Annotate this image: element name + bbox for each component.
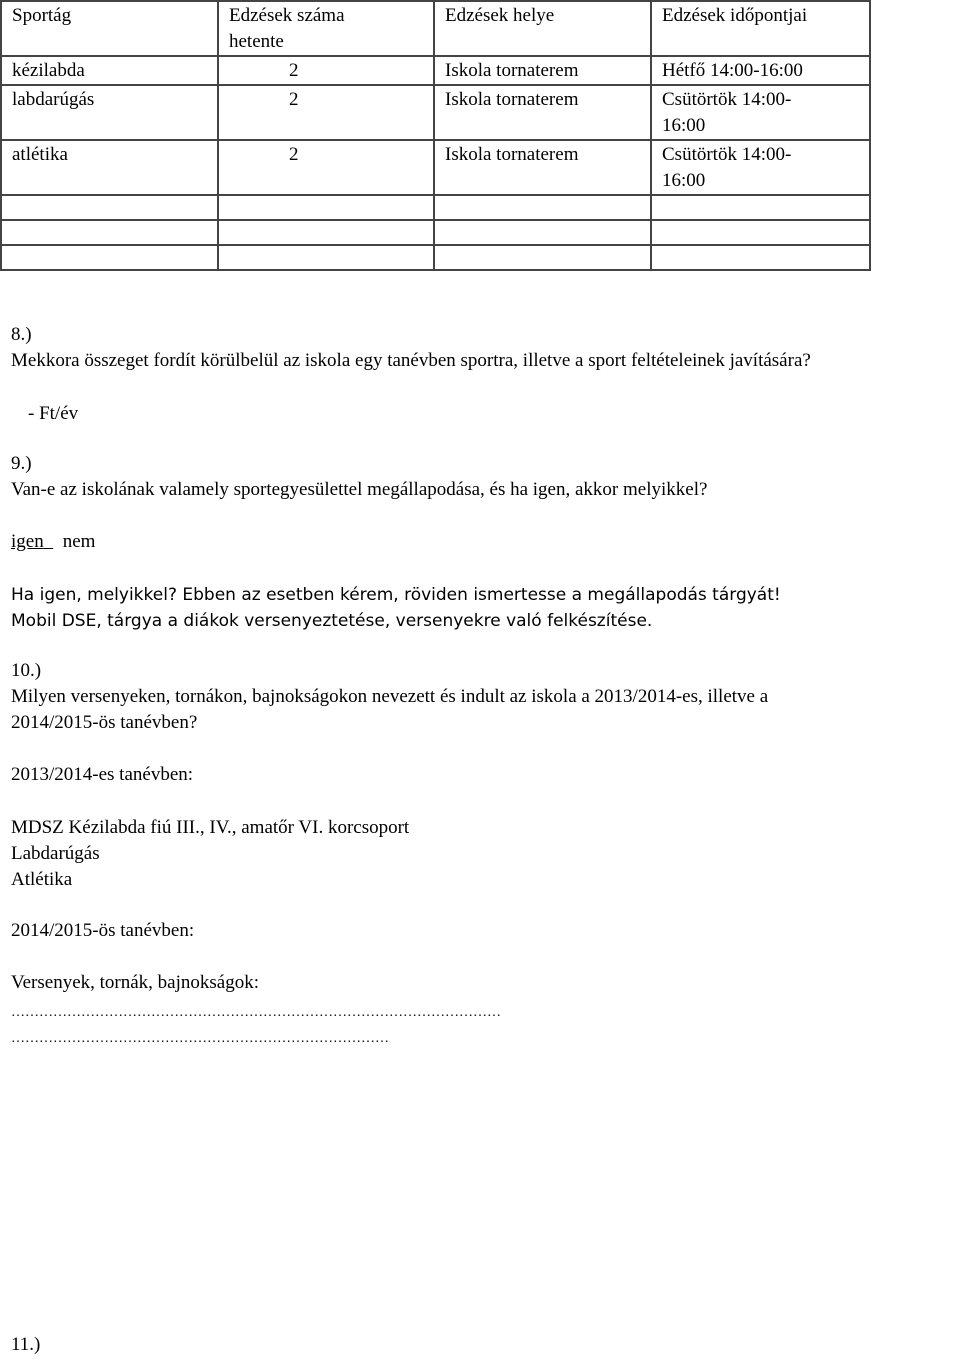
header-count-line2: hetente	[229, 31, 284, 52]
cell-count: 2	[218, 140, 434, 195]
cell-time-line2: 16:00	[662, 115, 706, 136]
q8-answer: - Ft/év	[28, 403, 79, 424]
table-row-empty	[1, 195, 870, 220]
empty-cell	[218, 195, 434, 220]
empty-cell	[218, 220, 434, 245]
header-place: Edzések helye	[434, 1, 651, 56]
empty-cell	[434, 220, 651, 245]
q10-year2-label: 2014/2015-ös tanévben:	[11, 920, 195, 941]
header-count	[218, 1, 434, 56]
cell-sport: kézilabda	[1, 56, 218, 85]
empty-cell	[434, 245, 651, 270]
q9-option-yes: igen	[11, 531, 44, 552]
q9-option-no: nem	[62, 531, 96, 552]
q10-dotted-line-2: ………………………………………………………………………	[11, 1031, 389, 1046]
header-time: Edzések időpontjai	[651, 1, 870, 56]
cell-count: 2	[218, 85, 434, 140]
cell-place: Iskola tornaterem	[434, 85, 651, 140]
q8-number: 8.)	[11, 324, 32, 345]
q10-competitions-label: Versenyek, tornák, bajnokságok:	[11, 972, 259, 993]
cell-sport: atlétika	[1, 140, 218, 195]
empty-cell	[651, 195, 870, 220]
empty-cell	[434, 195, 651, 220]
cell-time-line1: Csütörtök 14:00-	[662, 89, 792, 110]
empty-cell	[651, 220, 870, 245]
q10-question-line2: 2014/2015-ös tanévben?	[11, 712, 198, 733]
table-row-empty	[1, 245, 870, 270]
q9-answer: Mobil DSE, tárgya a diákok versenyeztetése, versenyekre való felkészítése.	[11, 611, 653, 631]
cell-place: Iskola tornaterem	[434, 140, 651, 195]
table-row	[1, 56, 870, 85]
table-row-empty	[1, 220, 870, 245]
q10-year1-item: Labdarúgás	[11, 843, 100, 864]
empty-cell	[1, 245, 218, 270]
empty-cell	[651, 245, 870, 270]
cell-time-line1: Csütörtök 14:00-	[662, 144, 792, 165]
q9-options	[11, 529, 95, 555]
table-row	[1, 140, 870, 195]
training-table	[0, 0, 871, 271]
q10-question-line1: Milyen versenyeken, tornákon, bajnokságokon nevezett és indult az iskola a 2013/2014-es, illetve a	[11, 686, 769, 707]
table-row	[1, 85, 870, 140]
q8-question: Mekkora összeget fordít körülbelül az iskola egy tanévben sportra, illetve a sport feltételeinek javítására?	[11, 350, 811, 371]
q10-year1-item: MDSZ Kézilabda fiú III., IV., amatőr VI. korcsoport	[11, 817, 410, 838]
q9-followup: Ha igen, melyikkel? Ebben az esetben kérem, röviden ismertesse a megállapodás tárgyát!	[11, 585, 781, 605]
q9-number: 9.)	[11, 453, 32, 474]
header-count-line1: Edzések száma	[229, 5, 345, 26]
cell-time-line2: 16:00	[662, 170, 706, 191]
cell-place: Iskola tornaterem	[434, 56, 651, 85]
table-header-row	[1, 1, 870, 56]
q10-number: 10.)	[11, 660, 42, 681]
header-sport: Sportág	[1, 1, 218, 56]
empty-cell	[1, 195, 218, 220]
cell-sport: labdarúgás	[1, 85, 218, 140]
q9-question: Van-e az iskolának valamely sportegyesülettel megállapodása, és ha igen, akkor melyikkel?	[11, 479, 708, 500]
empty-cell	[218, 245, 434, 270]
q10-dotted-line-1: ……………………………………………………………………………………………	[11, 1005, 501, 1020]
cell-time	[651, 85, 870, 140]
cell-time: Hétfő 14:00-16:00	[651, 56, 870, 85]
q10-year1-label: 2013/2014-es tanévben:	[11, 764, 194, 785]
empty-cell	[1, 220, 218, 245]
q10-year1-item: Atlétika	[11, 869, 73, 890]
cell-time	[651, 140, 870, 195]
cell-count: 2	[218, 56, 434, 85]
q11-number: 11.)	[11, 1334, 41, 1355]
